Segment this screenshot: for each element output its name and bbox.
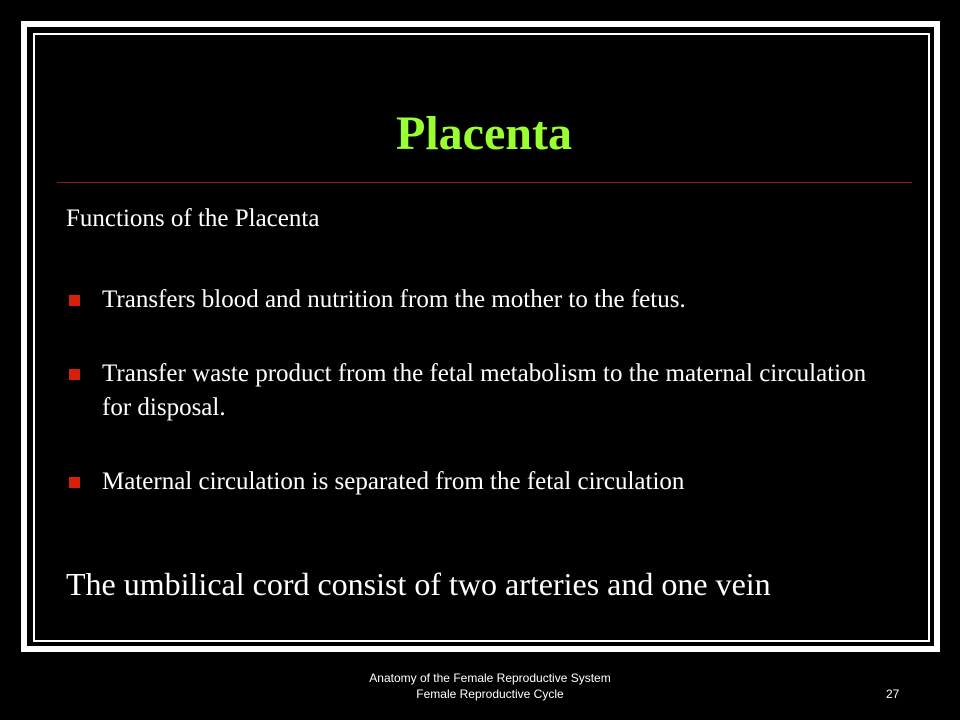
page-number: 27: [886, 687, 900, 701]
bullet-item: [66, 465, 886, 499]
slide-footer: [320, 670, 660, 702]
footer-line-2: Female Reproductive Cycle: [416, 687, 564, 701]
title-divider: [57, 182, 912, 183]
square-bullet-icon: [69, 369, 80, 380]
square-bullet-icon: [69, 477, 80, 488]
bullet-list: [66, 283, 886, 499]
bullet-item: [66, 283, 886, 317]
bullet-text: Transfer waste product from the fetal metabolism to the maternal circulation for disposal.: [102, 360, 867, 421]
bullet-text: Transfers blood and nutrition from the mother to the fetus.: [102, 286, 686, 313]
slide-title: Placenta: [396, 107, 572, 160]
bullet-text: Maternal circulation is separated from the fetal circulation: [102, 468, 685, 495]
bullet-item: [66, 357, 886, 425]
footer-line-1: Anatomy of the Female Reproductive System: [369, 671, 611, 685]
square-bullet-icon: [69, 295, 80, 306]
summary-statement: The umbilical cord consist of two arteries and one vein: [66, 566, 771, 602]
section-heading: Functions of the Placenta: [66, 205, 320, 232]
